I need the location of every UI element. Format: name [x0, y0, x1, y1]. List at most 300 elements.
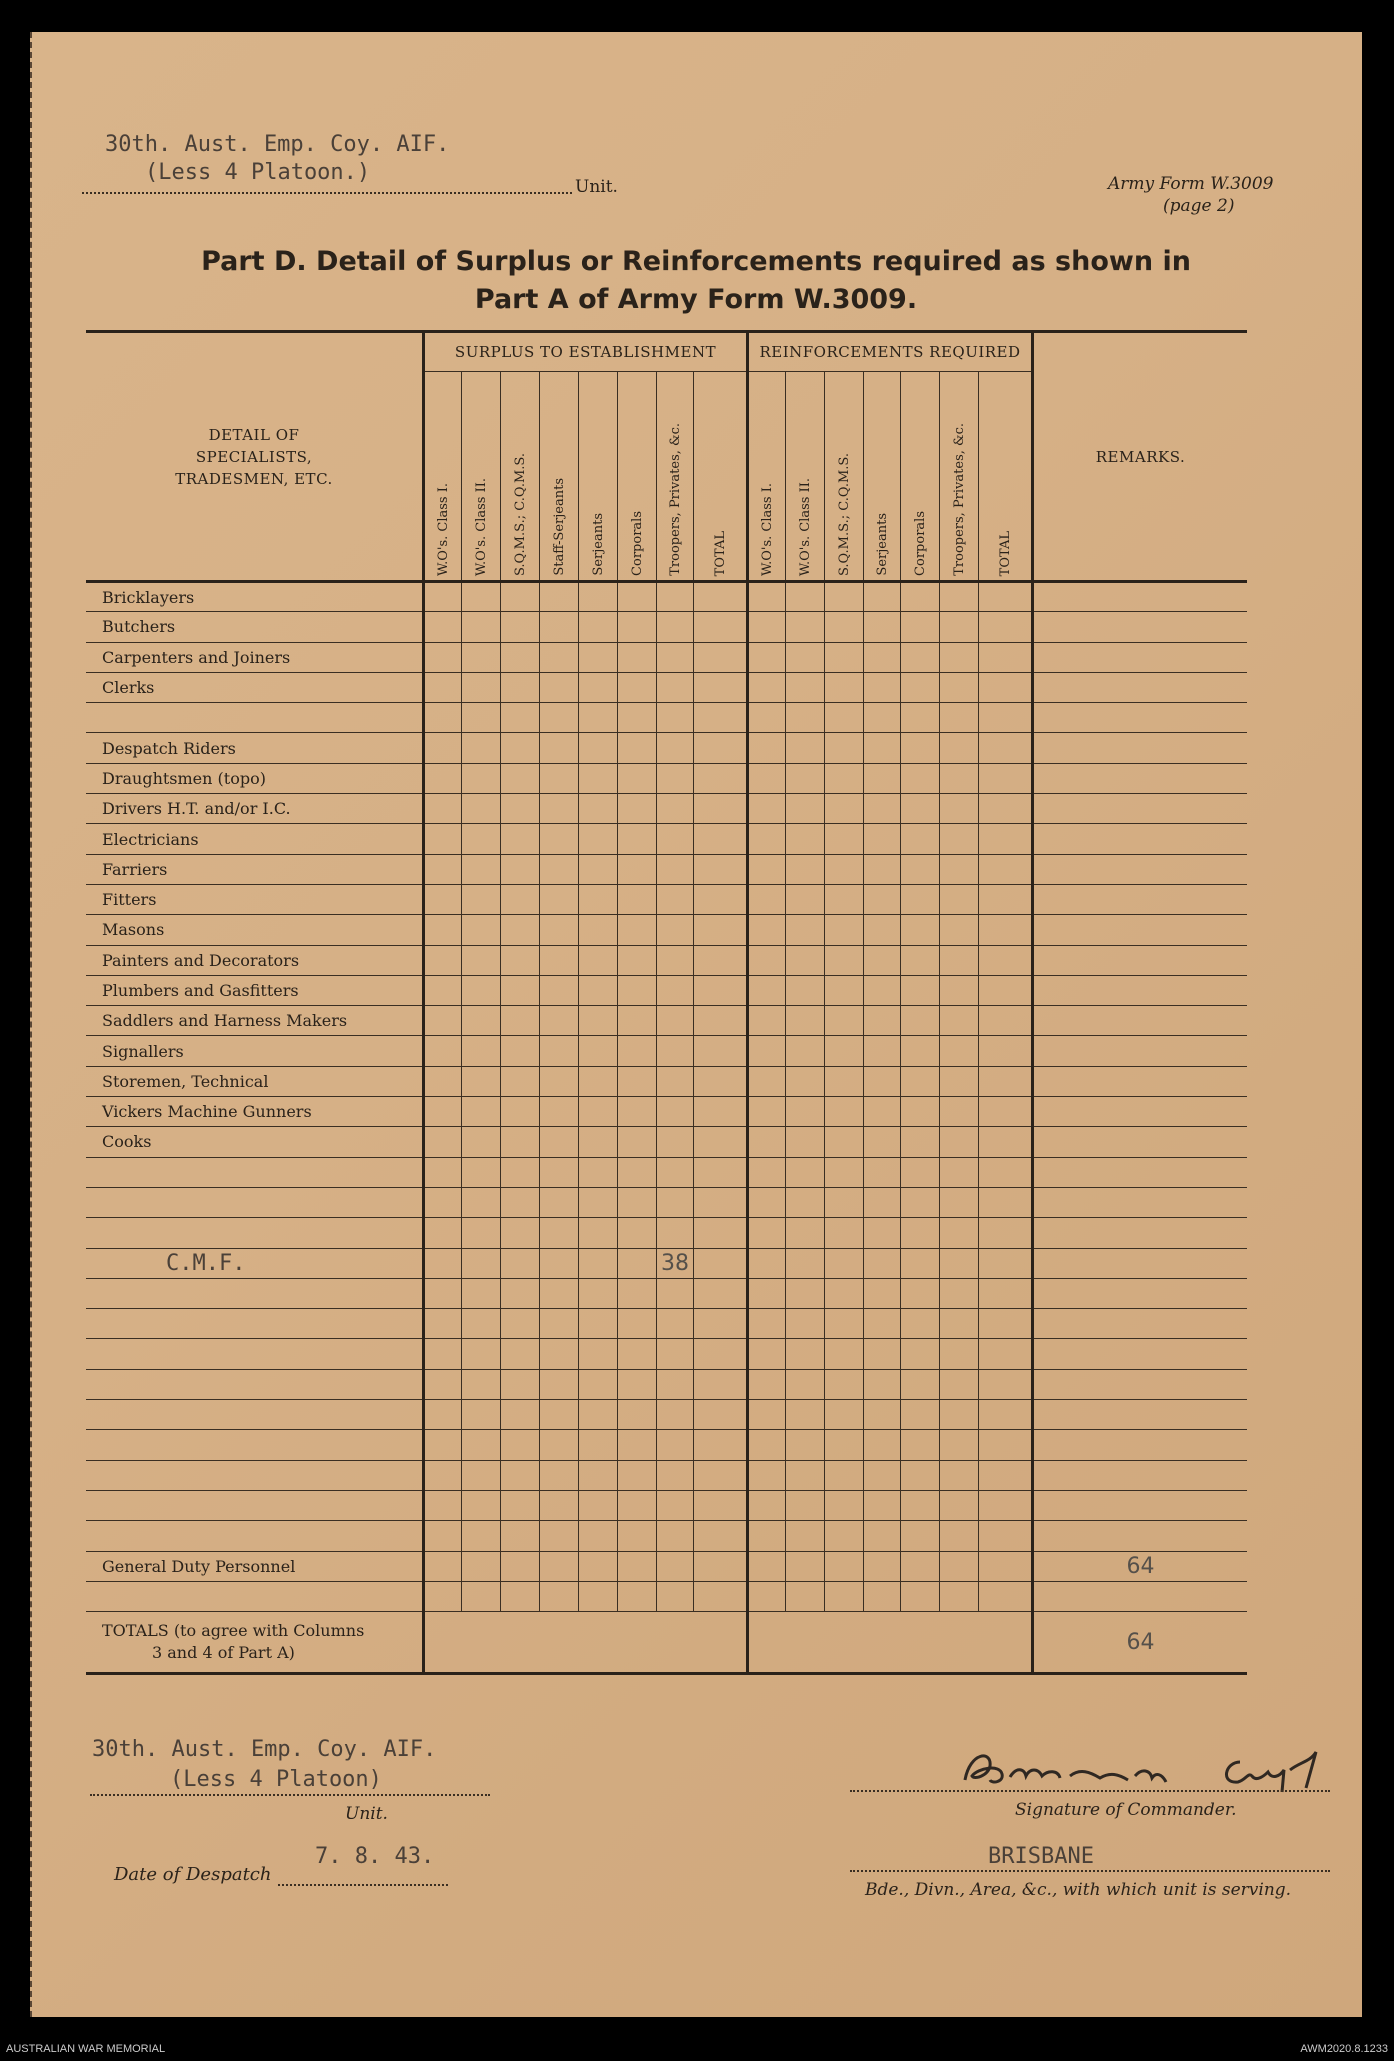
- reinf-cell[interactable]: [786, 1097, 825, 1127]
- reinf-cell[interactable]: [786, 1187, 825, 1217]
- remarks-cell[interactable]: [1033, 1521, 1248, 1551]
- surplus-cell[interactable]: [657, 1278, 694, 1308]
- reinf-cell[interactable]: [979, 612, 1033, 642]
- surplus-cell[interactable]: [540, 1430, 579, 1460]
- surplus-cell[interactable]: [579, 1521, 618, 1551]
- remarks-cell[interactable]: [1033, 794, 1248, 824]
- reinf-cell[interactable]: [901, 975, 940, 1005]
- reinf-cell[interactable]: [825, 1248, 864, 1278]
- reinf-cell[interactable]: [748, 1521, 786, 1551]
- reinf-cell[interactable]: [864, 1218, 901, 1248]
- reinf-cell[interactable]: [979, 1006, 1033, 1036]
- reinf-cell[interactable]: [901, 1551, 940, 1581]
- surplus-cell[interactable]: [501, 915, 540, 945]
- reinf-cell[interactable]: [901, 703, 940, 733]
- reinf-cell[interactable]: [979, 582, 1033, 612]
- surplus-cell[interactable]: [694, 1187, 748, 1217]
- reinf-cell[interactable]: [901, 672, 940, 702]
- surplus-cell[interactable]: [540, 1490, 579, 1520]
- surplus-cell[interactable]: [618, 1006, 657, 1036]
- reinf-cell[interactable]: [979, 763, 1033, 793]
- surplus-cell[interactable]: [657, 975, 694, 1005]
- reinf-cell[interactable]: [748, 733, 786, 763]
- surplus-cell[interactable]: [540, 945, 579, 975]
- surplus-cell[interactable]: [501, 582, 540, 612]
- reinf-cell[interactable]: [748, 975, 786, 1005]
- surplus-cell[interactable]: [462, 1036, 501, 1066]
- reinf-cell[interactable]: [825, 582, 864, 612]
- reinf-cell[interactable]: [864, 1248, 901, 1278]
- surplus-cell[interactable]: [501, 1066, 540, 1096]
- surplus-cell[interactable]: [579, 703, 618, 733]
- surplus-cell[interactable]: [462, 1278, 501, 1308]
- surplus-cell[interactable]: [657, 642, 694, 672]
- surplus-totals-cell[interactable]: [424, 1612, 748, 1674]
- reinf-cell[interactable]: [786, 1218, 825, 1248]
- reinf-cell[interactable]: [748, 1248, 786, 1278]
- surplus-cell[interactable]: [540, 1036, 579, 1066]
- remarks-cell[interactable]: [1033, 975, 1248, 1005]
- reinf-cell[interactable]: [825, 1339, 864, 1369]
- reinf-cell[interactable]: [786, 1248, 825, 1278]
- surplus-cell[interactable]: [540, 854, 579, 884]
- reinf-cell[interactable]: [979, 945, 1033, 975]
- surplus-cell[interactable]: [540, 884, 579, 914]
- reinf-cell[interactable]: [940, 1006, 979, 1036]
- surplus-cell[interactable]: [657, 854, 694, 884]
- reinf-cell[interactable]: [786, 642, 825, 672]
- reinf-cell[interactable]: [864, 975, 901, 1005]
- surplus-cell[interactable]: [540, 1309, 579, 1339]
- surplus-cell[interactable]: [618, 945, 657, 975]
- reinf-cell[interactable]: [748, 1430, 786, 1460]
- remarks-cell[interactable]: [1033, 1248, 1248, 1278]
- surplus-cell[interactable]: [579, 915, 618, 945]
- reinf-cell[interactable]: [979, 1278, 1033, 1308]
- surplus-cell[interactable]: [424, 672, 462, 702]
- surplus-cell[interactable]: [657, 1127, 694, 1157]
- reinf-cell[interactable]: [786, 1490, 825, 1520]
- reinf-cell[interactable]: [825, 1097, 864, 1127]
- remarks-totals-value[interactable]: 64: [1033, 1612, 1248, 1674]
- surplus-cell[interactable]: [618, 1551, 657, 1581]
- surplus-cell[interactable]: [579, 1339, 618, 1369]
- surplus-cell[interactable]: [501, 703, 540, 733]
- reinf-cell[interactable]: [901, 1400, 940, 1430]
- reinf-cell[interactable]: [825, 1460, 864, 1490]
- surplus-cell[interactable]: [501, 1551, 540, 1581]
- surplus-cell[interactable]: [424, 1400, 462, 1430]
- reinf-cell[interactable]: [748, 854, 786, 884]
- reinf-cell[interactable]: [748, 1187, 786, 1217]
- surplus-cell[interactable]: [501, 1036, 540, 1066]
- surplus-cell[interactable]: [540, 794, 579, 824]
- surplus-cell[interactable]: [579, 1551, 618, 1581]
- surplus-cell[interactable]: [694, 1097, 748, 1127]
- surplus-cell[interactable]: [540, 1581, 579, 1611]
- surplus-cell[interactable]: [501, 1369, 540, 1399]
- surplus-cell[interactable]: [462, 1218, 501, 1248]
- surplus-cell[interactable]: [694, 672, 748, 702]
- surplus-cell[interactable]: [462, 1369, 501, 1399]
- surplus-cell[interactable]: [424, 763, 462, 793]
- remarks-cell[interactable]: [1033, 1006, 1248, 1036]
- reinf-cell[interactable]: [864, 642, 901, 672]
- reinf-cell[interactable]: [864, 794, 901, 824]
- surplus-cell[interactable]: [579, 582, 618, 612]
- surplus-cell[interactable]: [618, 975, 657, 1005]
- surplus-cell[interactable]: [657, 1339, 694, 1369]
- surplus-cell[interactable]: [462, 703, 501, 733]
- surplus-cell[interactable]: [618, 1309, 657, 1339]
- surplus-cell[interactable]: [462, 1248, 501, 1278]
- reinf-cell[interactable]: [979, 1036, 1033, 1066]
- surplus-cell[interactable]: [618, 1400, 657, 1430]
- reinf-cell[interactable]: [901, 1157, 940, 1187]
- surplus-cell[interactable]: [501, 1187, 540, 1217]
- reinf-cell[interactable]: [825, 1187, 864, 1217]
- reinf-cell[interactable]: [825, 1218, 864, 1248]
- surplus-cell[interactable]: [501, 1430, 540, 1460]
- reinf-cell[interactable]: [748, 763, 786, 793]
- surplus-cell[interactable]: [579, 854, 618, 884]
- reinf-cell[interactable]: [748, 1581, 786, 1611]
- surplus-cell[interactable]: [424, 1309, 462, 1339]
- reinf-cell[interactable]: [864, 672, 901, 702]
- surplus-cell[interactable]: [579, 1278, 618, 1308]
- surplus-cell[interactable]: [579, 1157, 618, 1187]
- surplus-cell[interactable]: [424, 884, 462, 914]
- reinf-cell[interactable]: [748, 582, 786, 612]
- surplus-cell[interactable]: [657, 1581, 694, 1611]
- surplus-cell[interactable]: [579, 642, 618, 672]
- reinf-cell[interactable]: [825, 975, 864, 1005]
- reinf-cell[interactable]: [901, 1490, 940, 1520]
- reinf-cell[interactable]: [940, 1278, 979, 1308]
- surplus-cell[interactable]: [657, 1490, 694, 1520]
- remarks-cell[interactable]: [1033, 945, 1248, 975]
- surplus-cell[interactable]: [462, 1187, 501, 1217]
- reinf-cell[interactable]: [864, 1157, 901, 1187]
- reinf-cell[interactable]: [940, 884, 979, 914]
- surplus-cell[interactable]: [618, 1127, 657, 1157]
- reinf-cell[interactable]: [901, 1309, 940, 1339]
- surplus-cell[interactable]: [501, 945, 540, 975]
- reinf-cell[interactable]: [786, 1036, 825, 1066]
- reinf-cell[interactable]: [940, 1127, 979, 1157]
- reinf-cell[interactable]: [825, 945, 864, 975]
- reinf-cell[interactable]: [979, 884, 1033, 914]
- reinf-cell[interactable]: [979, 1309, 1033, 1339]
- reinf-cell[interactable]: [786, 854, 825, 884]
- remarks-cell[interactable]: [1033, 1430, 1248, 1460]
- surplus-cell[interactable]: [694, 1006, 748, 1036]
- remarks-cell[interactable]: [1033, 672, 1248, 702]
- surplus-cell[interactable]: [501, 1490, 540, 1520]
- remarks-cell[interactable]: [1033, 824, 1248, 854]
- surplus-cell[interactable]: [657, 1400, 694, 1430]
- surplus-cell[interactable]: [462, 1309, 501, 1339]
- surplus-cell[interactable]: [540, 1400, 579, 1430]
- surplus-cell[interactable]: [424, 703, 462, 733]
- reinf-cell[interactable]: [864, 824, 901, 854]
- reinf-totals-cell[interactable]: [748, 1612, 1033, 1674]
- reinf-cell[interactable]: [786, 1309, 825, 1339]
- reinf-cell[interactable]: [979, 915, 1033, 945]
- reinf-cell[interactable]: [940, 1490, 979, 1520]
- remarks-cell[interactable]: [1033, 1581, 1248, 1611]
- surplus-cell[interactable]: [462, 612, 501, 642]
- reinf-cell[interactable]: [940, 1460, 979, 1490]
- reinf-cell[interactable]: [940, 824, 979, 854]
- surplus-troopers-value[interactable]: 38: [657, 1248, 694, 1278]
- reinf-cell[interactable]: [940, 1430, 979, 1460]
- reinf-cell[interactable]: [864, 1036, 901, 1066]
- reinf-cell[interactable]: [786, 1551, 825, 1581]
- reinf-cell[interactable]: [864, 763, 901, 793]
- surplus-cell[interactable]: [540, 1460, 579, 1490]
- surplus-cell[interactable]: [694, 733, 748, 763]
- surplus-cell[interactable]: [424, 1551, 462, 1581]
- reinf-cell[interactable]: [786, 1400, 825, 1430]
- surplus-cell[interactable]: [424, 1521, 462, 1551]
- reinf-cell[interactable]: [825, 1490, 864, 1520]
- surplus-cell[interactable]: [424, 1460, 462, 1490]
- reinf-cell[interactable]: [825, 1066, 864, 1096]
- reinf-cell[interactable]: [786, 1369, 825, 1399]
- reinf-cell[interactable]: [825, 703, 864, 733]
- reinf-cell[interactable]: [901, 1581, 940, 1611]
- surplus-cell[interactable]: [657, 672, 694, 702]
- reinf-cell[interactable]: [901, 612, 940, 642]
- surplus-cell[interactable]: [618, 824, 657, 854]
- surplus-cell[interactable]: [424, 1218, 462, 1248]
- reinf-cell[interactable]: [864, 915, 901, 945]
- surplus-cell[interactable]: [618, 884, 657, 914]
- surplus-cell[interactable]: [501, 1097, 540, 1127]
- surplus-cell[interactable]: [694, 884, 748, 914]
- reinf-cell[interactable]: [940, 794, 979, 824]
- reinf-cell[interactable]: [748, 945, 786, 975]
- surplus-cell[interactable]: [618, 854, 657, 884]
- surplus-cell[interactable]: [540, 1521, 579, 1551]
- surplus-cell[interactable]: [579, 672, 618, 702]
- reinf-cell[interactable]: [864, 1400, 901, 1430]
- surplus-cell[interactable]: [694, 1127, 748, 1157]
- reinf-cell[interactable]: [864, 1309, 901, 1339]
- surplus-cell[interactable]: [618, 1187, 657, 1217]
- reinf-cell[interactable]: [864, 1460, 901, 1490]
- reinf-cell[interactable]: [825, 1157, 864, 1187]
- reinf-cell[interactable]: [979, 975, 1033, 1005]
- reinf-cell[interactable]: [901, 1248, 940, 1278]
- surplus-cell[interactable]: [579, 794, 618, 824]
- surplus-cell[interactable]: [424, 1581, 462, 1611]
- reinf-cell[interactable]: [940, 1551, 979, 1581]
- surplus-cell[interactable]: [462, 945, 501, 975]
- surplus-cell[interactable]: [462, 884, 501, 914]
- surplus-cell[interactable]: [540, 1369, 579, 1399]
- surplus-cell[interactable]: [657, 1006, 694, 1036]
- surplus-cell[interactable]: [657, 1369, 694, 1399]
- reinf-cell[interactable]: [901, 1430, 940, 1460]
- surplus-cell[interactable]: [579, 612, 618, 642]
- remarks-cell[interactable]: [1033, 1278, 1248, 1308]
- reinf-cell[interactable]: [864, 1278, 901, 1308]
- surplus-cell[interactable]: [579, 824, 618, 854]
- surplus-cell[interactable]: [540, 1551, 579, 1581]
- surplus-cell[interactable]: [424, 1369, 462, 1399]
- reinf-cell[interactable]: [864, 582, 901, 612]
- surplus-cell[interactable]: [579, 1006, 618, 1036]
- reinf-cell[interactable]: [940, 582, 979, 612]
- remarks-cell[interactable]: [1033, 1369, 1248, 1399]
- surplus-cell[interactable]: [501, 1278, 540, 1308]
- surplus-cell[interactable]: [540, 1066, 579, 1096]
- remarks-cell[interactable]: [1033, 1157, 1248, 1187]
- surplus-cell[interactable]: [540, 1248, 579, 1278]
- surplus-cell[interactable]: [462, 1066, 501, 1096]
- reinf-cell[interactable]: [786, 1581, 825, 1611]
- surplus-cell[interactable]: [540, 1278, 579, 1308]
- reinf-cell[interactable]: [748, 794, 786, 824]
- reinf-cell[interactable]: [825, 763, 864, 793]
- surplus-cell[interactable]: [657, 1460, 694, 1490]
- surplus-cell[interactable]: [424, 1187, 462, 1217]
- surplus-cell[interactable]: [501, 1521, 540, 1551]
- surplus-cell[interactable]: [501, 733, 540, 763]
- reinf-cell[interactable]: [786, 945, 825, 975]
- surplus-cell[interactable]: [462, 1521, 501, 1551]
- reinf-cell[interactable]: [786, 763, 825, 793]
- surplus-cell[interactable]: [657, 1066, 694, 1096]
- surplus-cell[interactable]: [462, 582, 501, 612]
- surplus-cell[interactable]: [618, 733, 657, 763]
- reinf-cell[interactable]: [979, 1066, 1033, 1096]
- surplus-cell[interactable]: [501, 1248, 540, 1278]
- surplus-cell[interactable]: [694, 1157, 748, 1187]
- reinf-cell[interactable]: [825, 1278, 864, 1308]
- surplus-cell[interactable]: [462, 975, 501, 1005]
- surplus-cell[interactable]: [694, 1066, 748, 1096]
- remarks-cell[interactable]: [1033, 642, 1248, 672]
- surplus-cell[interactable]: [694, 1036, 748, 1066]
- surplus-cell[interactable]: [424, 1490, 462, 1520]
- surplus-cell[interactable]: [657, 1430, 694, 1460]
- surplus-cell[interactable]: [501, 1006, 540, 1036]
- surplus-cell[interactable]: [618, 672, 657, 702]
- remarks-cell[interactable]: [1033, 1097, 1248, 1127]
- surplus-cell[interactable]: [501, 1400, 540, 1430]
- surplus-cell[interactable]: [694, 582, 748, 612]
- surplus-cell[interactable]: [501, 1460, 540, 1490]
- surplus-cell[interactable]: [540, 1157, 579, 1187]
- reinf-cell[interactable]: [786, 1157, 825, 1187]
- reinf-cell[interactable]: [825, 733, 864, 763]
- remarks-cell[interactable]: [1033, 703, 1248, 733]
- surplus-cell[interactable]: [462, 642, 501, 672]
- reinf-cell[interactable]: [825, 1127, 864, 1157]
- surplus-cell[interactable]: [657, 945, 694, 975]
- reinf-cell[interactable]: [901, 794, 940, 824]
- reinf-cell[interactable]: [979, 1400, 1033, 1430]
- reinf-cell[interactable]: [825, 1309, 864, 1339]
- reinf-cell[interactable]: [786, 703, 825, 733]
- surplus-cell[interactable]: [579, 1430, 618, 1460]
- reinf-cell[interactable]: [901, 733, 940, 763]
- reinf-cell[interactable]: [901, 945, 940, 975]
- surplus-cell[interactable]: [501, 1581, 540, 1611]
- reinf-cell[interactable]: [825, 612, 864, 642]
- reinf-cell[interactable]: [825, 824, 864, 854]
- reinf-cell[interactable]: [748, 1400, 786, 1430]
- surplus-cell[interactable]: [694, 642, 748, 672]
- surplus-cell[interactable]: [540, 915, 579, 945]
- reinf-cell[interactable]: [825, 1036, 864, 1066]
- surplus-cell[interactable]: [618, 1430, 657, 1460]
- reinf-cell[interactable]: [979, 854, 1033, 884]
- surplus-cell[interactable]: [694, 1551, 748, 1581]
- surplus-cell[interactable]: [424, 824, 462, 854]
- surplus-cell[interactable]: [579, 1460, 618, 1490]
- reinf-cell[interactable]: [748, 703, 786, 733]
- reinf-cell[interactable]: [864, 1581, 901, 1611]
- surplus-cell[interactable]: [618, 1066, 657, 1096]
- reinf-cell[interactable]: [979, 642, 1033, 672]
- surplus-cell[interactable]: [462, 1127, 501, 1157]
- reinf-cell[interactable]: [979, 824, 1033, 854]
- reinf-cell[interactable]: [940, 1066, 979, 1096]
- surplus-cell[interactable]: [579, 1127, 618, 1157]
- reinf-cell[interactable]: [901, 824, 940, 854]
- reinf-cell[interactable]: [786, 1460, 825, 1490]
- reinf-cell[interactable]: [864, 854, 901, 884]
- surplus-cell[interactable]: [657, 884, 694, 914]
- surplus-cell[interactable]: [462, 1551, 501, 1581]
- reinf-cell[interactable]: [940, 1218, 979, 1248]
- surplus-cell[interactable]: [618, 915, 657, 945]
- reinf-cell[interactable]: [864, 1490, 901, 1520]
- surplus-cell[interactable]: [462, 915, 501, 945]
- reinf-cell[interactable]: [940, 1157, 979, 1187]
- reinf-cell[interactable]: [979, 1218, 1033, 1248]
- surplus-cell[interactable]: [462, 1460, 501, 1490]
- surplus-cell[interactable]: [618, 1278, 657, 1308]
- surplus-cell[interactable]: [424, 733, 462, 763]
- surplus-cell[interactable]: [462, 854, 501, 884]
- surplus-cell[interactable]: [540, 975, 579, 1005]
- surplus-cell[interactable]: [657, 824, 694, 854]
- reinf-cell[interactable]: [748, 1490, 786, 1520]
- reinf-cell[interactable]: [748, 1369, 786, 1399]
- surplus-cell[interactable]: [618, 612, 657, 642]
- reinf-cell[interactable]: [940, 1097, 979, 1127]
- reinf-cell[interactable]: [901, 1036, 940, 1066]
- reinf-cell[interactable]: [825, 1006, 864, 1036]
- surplus-cell[interactable]: [540, 703, 579, 733]
- surplus-cell[interactable]: [501, 763, 540, 793]
- reinf-cell[interactable]: [748, 1097, 786, 1127]
- surplus-cell[interactable]: [462, 672, 501, 702]
- surplus-cell[interactable]: [694, 1581, 748, 1611]
- remarks-cell[interactable]: 64: [1033, 1551, 1248, 1581]
- reinf-cell[interactable]: [979, 1187, 1033, 1217]
- reinf-cell[interactable]: [979, 1460, 1033, 1490]
- surplus-cell[interactable]: [462, 1157, 501, 1187]
- surplus-cell[interactable]: [579, 1066, 618, 1096]
- surplus-cell[interactable]: [579, 1097, 618, 1127]
- reinf-cell[interactable]: [825, 672, 864, 702]
